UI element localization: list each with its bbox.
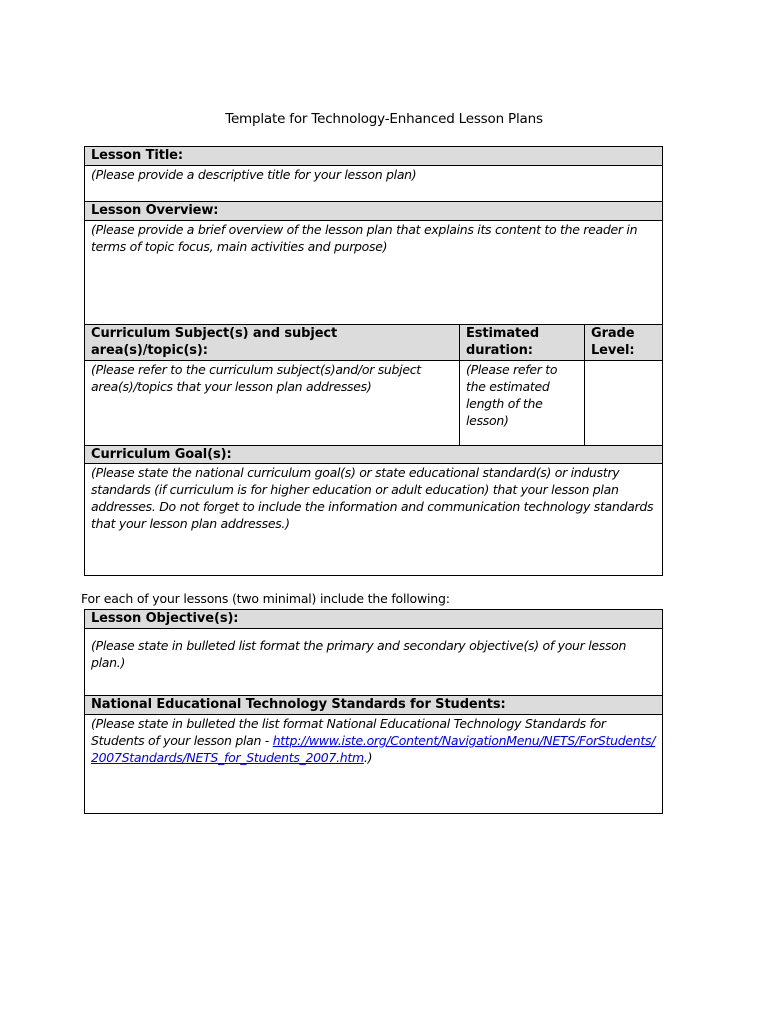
nets-hint-end: .): [363, 750, 373, 765]
curriculum-goals-label: Curriculum Goal(s):: [85, 446, 663, 464]
estimated-duration-hint[interactable]: (Please refer to the estimated length of the lesson): [460, 361, 585, 446]
nets-hint[interactable]: [85, 715, 663, 814]
lesson-objectives-label: Lesson Objective(s):: [85, 610, 663, 629]
lesson-objectives-hint[interactable]: (Please state in bulleted list format the primary and secondary objective(s) of your lesson plan.): [85, 629, 663, 696]
objectives-table: [84, 609, 663, 814]
nets-link[interactable]: http://www.iste.org/Content/NavigationMenu/NETS/ForStudents/2007Standards/NETS_for_Students_2007.htm: [91, 733, 656, 765]
grade-level-label: Grade Level:: [585, 325, 663, 361]
lesson-title-label: Lesson Title:: [85, 147, 663, 166]
curriculum-goals-hint[interactable]: (Please state the national curriculum goal(s) or state educational standard(s) or industry standards (if curriculum is for higher education or adult education) that your lesson plan addresses. Do not forget to include the information and communication technology standards that your lesson plan addresses.): [85, 464, 663, 576]
lessons-instruction: For each of your lessons (two minimal) include the following:: [81, 591, 450, 606]
lesson-title-hint[interactable]: (Please provide a descriptive title for your lesson plan): [85, 166, 663, 202]
estimated-duration-label: Estimated duration:: [460, 325, 585, 361]
lesson-overview-label: Lesson Overview:: [85, 202, 663, 221]
lesson-plan-table: [84, 146, 663, 576]
nets-hint-text: (Please state in bulleted the list format National Educational Technology Standards for Students of your lesson plan -: [91, 716, 606, 748]
grade-level-value[interactable]: [585, 361, 663, 446]
nets-label: National Educational Technology Standards for Students:: [85, 696, 663, 715]
curriculum-subjects-hint[interactable]: (Please refer to the curriculum subject(s)and/or subject area(s)/topics that your lesson plan addresses): [85, 361, 460, 446]
curriculum-subjects-label: Curriculum Subject(s) and subject area(s)/topic(s):: [85, 325, 460, 361]
document-title: Template for Technology-Enhanced Lesson Plans: [225, 111, 543, 127]
lesson-overview-hint[interactable]: (Please provide a brief overview of the lesson plan that explains its content to the reader in terms of topic focus, main activities and purpose): [85, 221, 663, 325]
